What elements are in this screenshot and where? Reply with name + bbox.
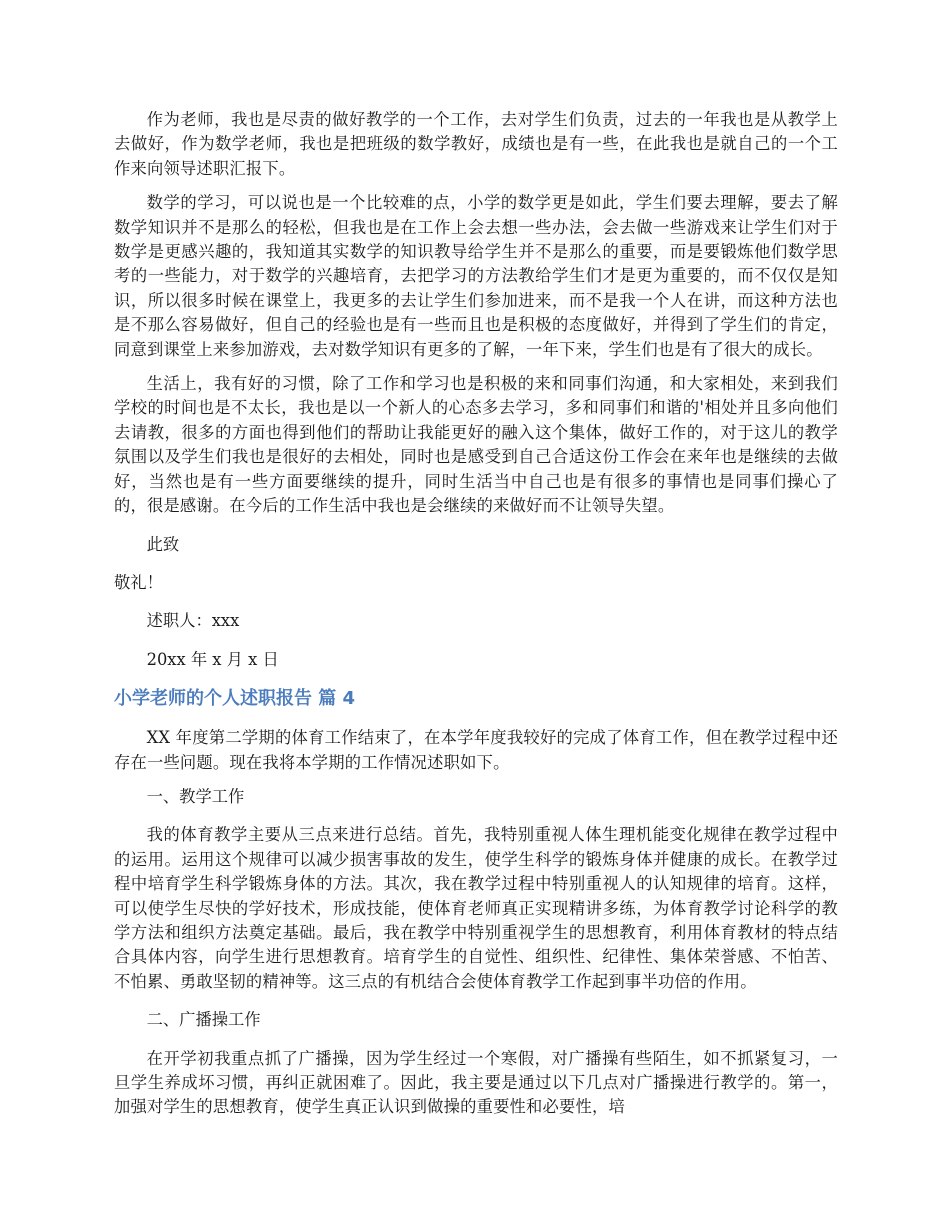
body-paragraph-2: 数学的学习，可以说也是一个比较难的点，小学的数学更是如此，学生们要去理解，要去了解数学知识并不是那么的轻松，但我也是在工作上会去想一些办法，会去做一些游戏来让学生们对于数学是更感兴趣的，我知道其实数学的知识教导给学生并不是那么的重要，而是要锻炼他们数学思考的一些能力，对于数学的兴趣培育，去把学习的方法教给学生们才是更为重要的，而不仅仅是知识，所以很多时候在课堂上，我更多的去让学生们参加进来，而不是我一个人在讲，而这种方法也是不那么容易做好，但自己的经验也是有一些而且也是积极的态度做好，并得到了学生们的肯定，同意到课堂上来参加游戏，去对数学知识有更多的了解，一年下来，学生们也是有了很大的成长。 [114,193,838,359]
intro-paragraph: XX 年度第二学期的体育工作结束了，在本学年度我较好的完成了体育工作，但在教学过程中还存在一些问题。现在我将本学期的工作情况述职如下。 [114,728,838,772]
body-paragraph-3: 生活上，我有好的习惯，除了工作和学习也是积极的来和同事们沟通，和大家相处，来到我们学校的时间也是不太长，我也是以一个新人的心态多去学习，多和同事们和谐的'相处并且多向他们去请教，很多的方面也得到他们的帮助让我能更好的融入这个集体，做好工作的，对于这儿的教学氛围以及学生们我也是很好的去相处，同时也是感受到自己合适这份工作会在来年也是继续的去做好，当然也是有一些方面要继续的提升，同时生活当中自己也是有很多的事情也是同事们操心了的，很是感谢。在今后的工作生活中我也是会继续的来做好而不让领导失望。 [114,374,838,516]
closing-salutation: 此致 [146,534,180,554]
closing-regards: 敬礼！ [114,572,163,592]
signer-line: 述职人：xxx [146,611,240,631]
subsection-title-teaching: 一、教学工作 [146,786,245,806]
subsection-title-exercise: 二、广播操工作 [146,1010,261,1030]
section-heading: 小学老师的个人述职报告 篇 4 [114,688,356,710]
exercise-paragraph: 在开学初我重点抓了广播操，因为学生经过一个寒假，对广播操有些陌生，如不抓紧复习，一旦学生养成坏习惯，再纠正就困难了。因此，我主要是通过以下几点对广播操进行教学的。第一，加强对学生的思想教育，使学生真正认识到做操的重要性和必要性，培 [114,1048,838,1117]
teaching-paragraph: 我的体育教学主要从三点来进行总结。首先，我特别重视人体生理机能变化规律在教学过程中的运用。运用这个规律可以减少损害事故的发生，使学生科学的锻炼身体并健康的成长。在教学过程中培育学生科学锻炼身体的方法。其次，我在教学过程中特别重视人的认知规律的培育。这样，可以使学生尽快的学好技术，形成技能，使体育老师真正实现精讲多练，为体育教学讨论科学的教学方法和组织方法奠定基础。最后，我在教学中特别重视学生的思想教育，利用体育教材的特点结合具体内容，向学生进行思想教育。培育学生的自觉性、组织性、纪律性、集体荣誉感、不怕苦、不怕累、勇敢坚韧的精神等。这三点的有机结合会使体育教学工作起到事半功倍的作用。 [114,825,838,991]
body-paragraph-1: 作为老师，我也是尽责的做好教学的一个工作，去对学生们负责，过去的一年我也是从教学上去做好，作为数学老师，我也是把班级的数学教好，成绩也是有一些，在此我也是就自己的一个工作来向领导述职汇报下。 [114,110,838,178]
date-line: 20xx 年 x 月 x 日 [146,649,279,669]
